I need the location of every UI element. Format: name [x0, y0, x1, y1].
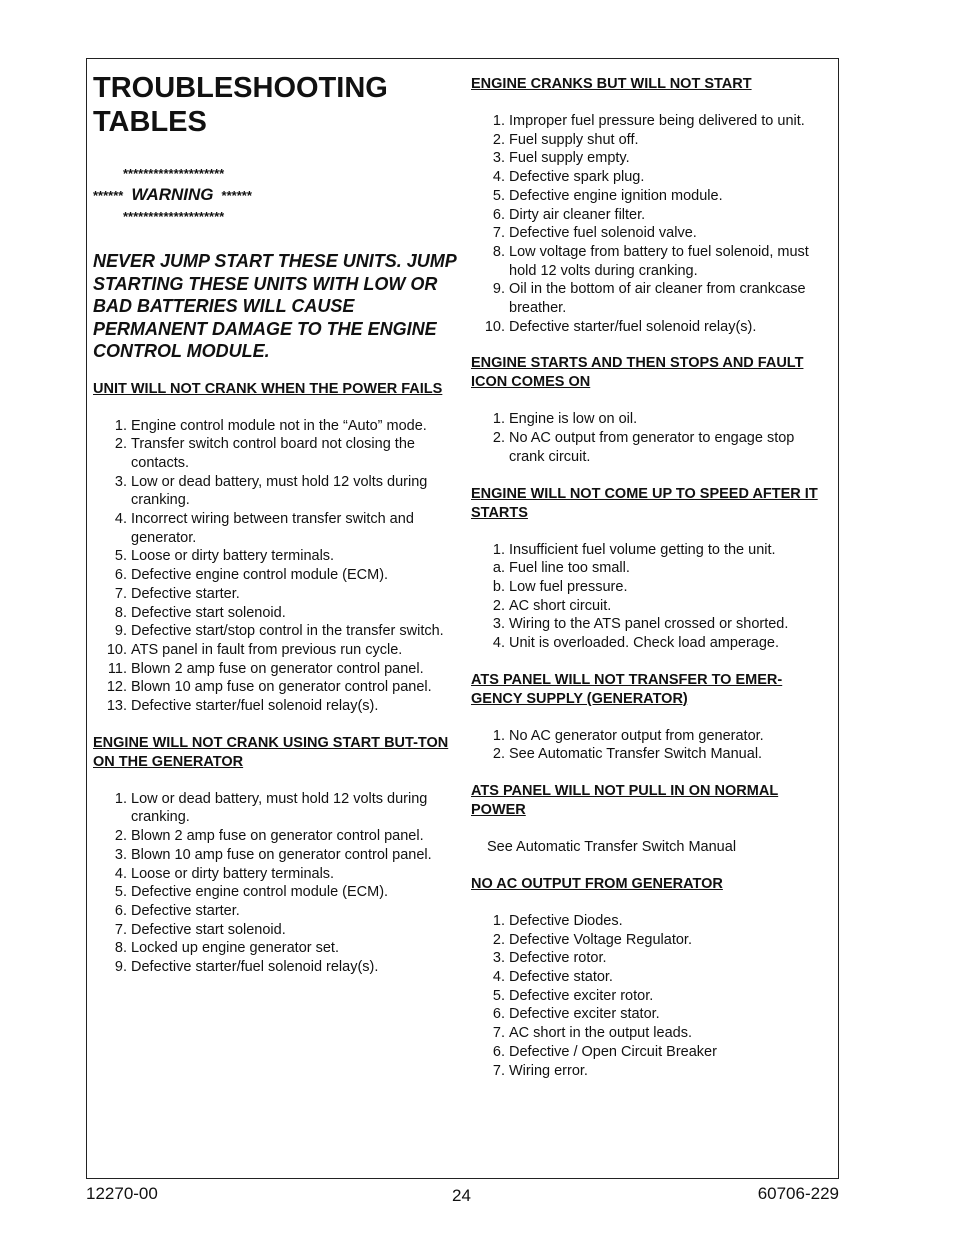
- item-text: Loose or dirty battery terminals.: [131, 548, 335, 565]
- warning-stars-top: ********************: [123, 166, 225, 181]
- item-number: 10.: [484, 318, 505, 335]
- list-item: [471, 634, 833, 653]
- section-heading: ENGINE WILL NOT CRANK USING START BUT-TON ON THE GENERATOR: [93, 734, 449, 770]
- item-number: 5.: [114, 884, 127, 901]
- item-number: 9.: [114, 959, 127, 976]
- item-text: AC short circuit.: [509, 597, 612, 614]
- item-text: Insufficient fuel volume getting to the unit.: [509, 541, 776, 558]
- item-number: 7.: [114, 921, 127, 938]
- footer-right-code: 60706-229: [757, 1184, 839, 1203]
- list-item: [93, 921, 458, 940]
- list-item: [471, 968, 833, 987]
- item-number: 4.: [492, 635, 505, 652]
- item-text: Defective spark plug.: [509, 169, 645, 186]
- item-number: 8.: [114, 604, 127, 621]
- section-ats-will-not-pull-in: [471, 782, 833, 857]
- list-item: [93, 417, 458, 436]
- item-number: 3.: [492, 950, 505, 967]
- list-item: [93, 604, 458, 623]
- list-item: [93, 510, 458, 547]
- troubleshooting-list: [471, 912, 833, 1080]
- caution-text: NEVER JUMP START THESE UNITS. JUMP STARTING THESE UNITS WITH LOW OR BAD BATTERIES WILL CAUSE PERMANENT DAMAGE TO THE ENGINE CONTROL MODULE.: [93, 251, 457, 361]
- item-text: Low or dead battery, must hold 12 volts during cranking.: [131, 790, 428, 826]
- list-item: [93, 846, 458, 865]
- list-item: [471, 318, 833, 337]
- item-text: Defective starter/fuel solenoid relay(s).: [131, 959, 379, 976]
- item-number: 7.: [492, 1025, 505, 1042]
- list-item: [471, 429, 833, 466]
- item-number: 2.: [492, 430, 505, 447]
- item-number: 2.: [492, 931, 505, 948]
- item-number: 4.: [492, 968, 505, 985]
- item-number: 8.: [492, 243, 505, 260]
- item-text: Transfer switch control board not closing the contacts.: [131, 436, 415, 471]
- list-item: [471, 243, 833, 280]
- item-text: Defective fuel solenoid valve.: [509, 225, 697, 242]
- troubleshooting-list: [93, 417, 458, 716]
- list-item: [471, 931, 833, 950]
- list-item: [93, 958, 458, 977]
- list-subitem: [471, 578, 833, 597]
- list-item: [471, 912, 833, 931]
- item-text: Low or dead battery, must hold 12 volts during cranking.: [131, 473, 428, 509]
- item-text: Improper fuel pressure being delivered to unit.: [509, 113, 805, 129]
- list-item: [471, 1062, 833, 1081]
- warning-stars-left: ******: [93, 188, 124, 203]
- item-text: Defective engine control module (ECM).: [131, 567, 389, 584]
- list-item: [471, 410, 833, 429]
- left-column: [93, 59, 458, 977]
- item-text: Defective exciter rotor.: [509, 987, 654, 1004]
- section-heading: NO AC OUTPUT FROM GENERATOR: [471, 875, 723, 892]
- section-will-not-crank-start-button: [93, 734, 458, 977]
- item-number: 7.: [492, 225, 505, 242]
- page-title: TROUBLESHOOTING TABLES: [93, 72, 388, 138]
- item-number: 2.: [114, 436, 127, 453]
- item-number: 4.: [492, 169, 505, 186]
- list-item: [93, 660, 458, 679]
- item-text: Defective start/stop control in the transfer switch.: [131, 623, 444, 640]
- list-item: [471, 597, 833, 616]
- item-number: 12.: [106, 679, 127, 696]
- item-text: Blown 2 amp fuse on generator control panel.: [131, 660, 424, 677]
- list-item: [93, 678, 458, 697]
- item-number: 9.: [114, 623, 127, 640]
- item-text: Dirty air cleaner filter.: [509, 206, 646, 223]
- item-text: Defective rotor.: [509, 950, 607, 967]
- warning-line: [93, 183, 458, 208]
- section-starts-then-stops: [471, 354, 833, 466]
- list-item: [471, 727, 833, 746]
- item-number: 5.: [492, 187, 505, 204]
- page-number: 24: [452, 1186, 471, 1205]
- section-heading: ATS PANEL WILL NOT PULL IN ON NORMAL POWER: [471, 783, 779, 819]
- item-text: Defective start solenoid.: [131, 604, 286, 621]
- item-number: 6.: [114, 567, 127, 584]
- list-subitem: [471, 559, 833, 578]
- list-item: [93, 939, 458, 958]
- item-number: 6.: [492, 1006, 505, 1023]
- item-number: 7.: [492, 1062, 505, 1079]
- item-text: Loose or dirty battery terminals.: [131, 865, 335, 882]
- list-item: [471, 224, 833, 243]
- list-item: [93, 827, 458, 846]
- item-text: No AC generator output from generator.: [509, 727, 764, 744]
- item-number: 3.: [114, 473, 127, 490]
- section-heading: ATS PANEL WILL NOT TRANSFER TO EMER-GENCY SUPPLY (GENERATOR): [471, 671, 783, 707]
- section-cranks-will-not-start: [471, 75, 833, 336]
- item-number: 2.: [114, 828, 127, 845]
- item-text: Low voltage from battery to fuel solenoid, must hold 12 volts during cranking.: [509, 243, 809, 279]
- warning-stars-right: ******: [221, 188, 252, 203]
- item-text: Defective engine ignition module.: [509, 187, 723, 204]
- item-text: Locked up engine generator set.: [131, 940, 339, 957]
- troubleshooting-list: [471, 112, 833, 336]
- item-text: Fuel line too small.: [509, 560, 630, 577]
- list-item: [471, 206, 833, 225]
- item-number: 2.: [492, 597, 505, 614]
- section-heading: ENGINE WILL NOT COME UP TO SPEED AFTER IT STARTS: [471, 485, 818, 521]
- list-item: [471, 987, 833, 1006]
- section-text: See Automatic Transfer Switch Manual: [487, 839, 737, 856]
- right-column: [471, 59, 833, 1080]
- item-number: 1.: [492, 912, 505, 929]
- troubleshooting-list: [471, 541, 833, 653]
- troubleshooting-list: [93, 790, 458, 977]
- list-item: [93, 790, 458, 827]
- list-item: [471, 1005, 833, 1024]
- list-item: [471, 745, 833, 764]
- list-item: [471, 112, 833, 131]
- item-number: a.: [492, 560, 505, 577]
- section-heading: ENGINE STARTS AND THEN STOPS AND FAULT ICON COMES ON: [471, 355, 804, 391]
- item-number: 6.: [492, 206, 505, 223]
- item-number: 6.: [114, 902, 127, 919]
- troubleshooting-list: [471, 727, 833, 764]
- item-text: Defective starter/fuel solenoid relay(s).: [509, 318, 757, 335]
- item-text: AC short in the output leads.: [509, 1025, 692, 1042]
- footer-left-code: 12270-00: [86, 1184, 158, 1203]
- list-item: [93, 566, 458, 585]
- list-item: [471, 168, 833, 187]
- page-frame: [86, 58, 839, 1179]
- item-text: Incorrect wiring between transfer switch and generator.: [131, 511, 414, 546]
- list-item: [471, 280, 833, 317]
- item-text: Defective Diodes.: [509, 912, 623, 929]
- list-item: [93, 435, 458, 472]
- list-item: [93, 547, 458, 566]
- list-item: [471, 615, 833, 634]
- section-not-up-to-speed: [471, 485, 833, 653]
- item-text: ATS panel in fault from previous run cycle.: [131, 641, 403, 658]
- item-text: Blown 2 amp fuse on generator control panel.: [131, 828, 424, 845]
- section-ats-will-not-transfer: [471, 671, 833, 764]
- list-item: [471, 187, 833, 206]
- list-item: [471, 1043, 833, 1062]
- item-text: Wiring to the ATS panel crossed or shorted.: [509, 616, 789, 633]
- item-number: 7.: [114, 585, 127, 602]
- item-number: 11.: [107, 660, 127, 677]
- warning-label: WARNING: [131, 185, 214, 204]
- item-text: Defective exciter stator.: [509, 1006, 660, 1023]
- list-item: [93, 473, 458, 510]
- item-number: 13.: [106, 698, 127, 715]
- item-text: Engine is low on oil.: [509, 411, 638, 428]
- list-item: [93, 622, 458, 641]
- item-number: 1.: [492, 541, 505, 558]
- item-text: See Automatic Transfer Switch Manual.: [509, 746, 763, 763]
- item-text: No AC output from generator to engage stop crank circuit.: [509, 430, 795, 465]
- list-item: [471, 131, 833, 150]
- item-text: Defective / Open Circuit Breaker: [509, 1043, 717, 1060]
- item-number: b.: [492, 578, 505, 595]
- warning-stars-bottom: ********************: [123, 209, 225, 224]
- section-heading: ENGINE CRANKS BUT WILL NOT START: [471, 76, 752, 92]
- item-number: 2.: [492, 131, 505, 148]
- item-number: 3.: [492, 616, 505, 633]
- list-item: [93, 902, 458, 921]
- item-number: 9.: [492, 281, 505, 298]
- list-item: [471, 149, 833, 168]
- item-number: 5.: [492, 987, 505, 1004]
- item-number: 1.: [492, 113, 505, 129]
- section-heading: UNIT WILL NOT CRANK WHEN THE POWER FAILS: [93, 380, 443, 397]
- list-item: [93, 585, 458, 604]
- list-item: [93, 641, 458, 660]
- item-number: 1.: [114, 790, 127, 807]
- item-number: 1.: [492, 411, 505, 428]
- item-number: 2.: [492, 746, 505, 763]
- item-number: 5.: [114, 548, 127, 565]
- item-text: Blown 10 amp fuse on generator control panel.: [131, 846, 432, 863]
- list-item: [471, 541, 833, 560]
- item-text: Defective starter/fuel solenoid relay(s).: [131, 698, 379, 715]
- item-text: Wiring error.: [509, 1062, 588, 1079]
- item-text: Defective engine control module (ECM).: [131, 884, 389, 901]
- item-text: Defective stator.: [509, 968, 613, 985]
- item-text: Defective starter.: [131, 902, 240, 919]
- section-unit-will-not-crank: [93, 380, 458, 716]
- item-number: 4.: [114, 511, 127, 528]
- item-text: Engine control module not in the “Auto” mode.: [131, 417, 427, 434]
- item-text: Blown 10 amp fuse on generator control panel.: [131, 679, 432, 696]
- item-text: Unit is overloaded. Check load amperage.: [509, 635, 780, 652]
- item-number: 10.: [106, 641, 127, 658]
- item-text: Defective Voltage Regulator.: [509, 931, 692, 948]
- section-no-ac-output: [471, 875, 833, 1080]
- list-item: [471, 949, 833, 968]
- item-number: 6.: [492, 1043, 505, 1060]
- item-text: Defective starter.: [131, 585, 240, 602]
- item-number: 3.: [492, 150, 505, 167]
- item-number: 1.: [114, 417, 127, 434]
- list-item: [93, 697, 458, 716]
- list-item: [93, 865, 458, 884]
- troubleshooting-list: [471, 410, 833, 466]
- item-text: Low fuel pressure.: [509, 578, 628, 595]
- list-item: [93, 883, 458, 902]
- item-number: 4.: [114, 865, 127, 882]
- item-number: 8.: [114, 940, 127, 957]
- item-text: Fuel supply shut off.: [509, 131, 639, 148]
- item-text: Defective start solenoid.: [131, 921, 286, 938]
- item-number: 3.: [114, 846, 127, 863]
- item-text: Fuel supply empty.: [509, 150, 630, 167]
- list-item: [471, 1024, 833, 1043]
- item-text: Oil in the bottom of air cleaner from crankcase breather.: [509, 281, 806, 317]
- item-number: 1.: [492, 727, 505, 744]
